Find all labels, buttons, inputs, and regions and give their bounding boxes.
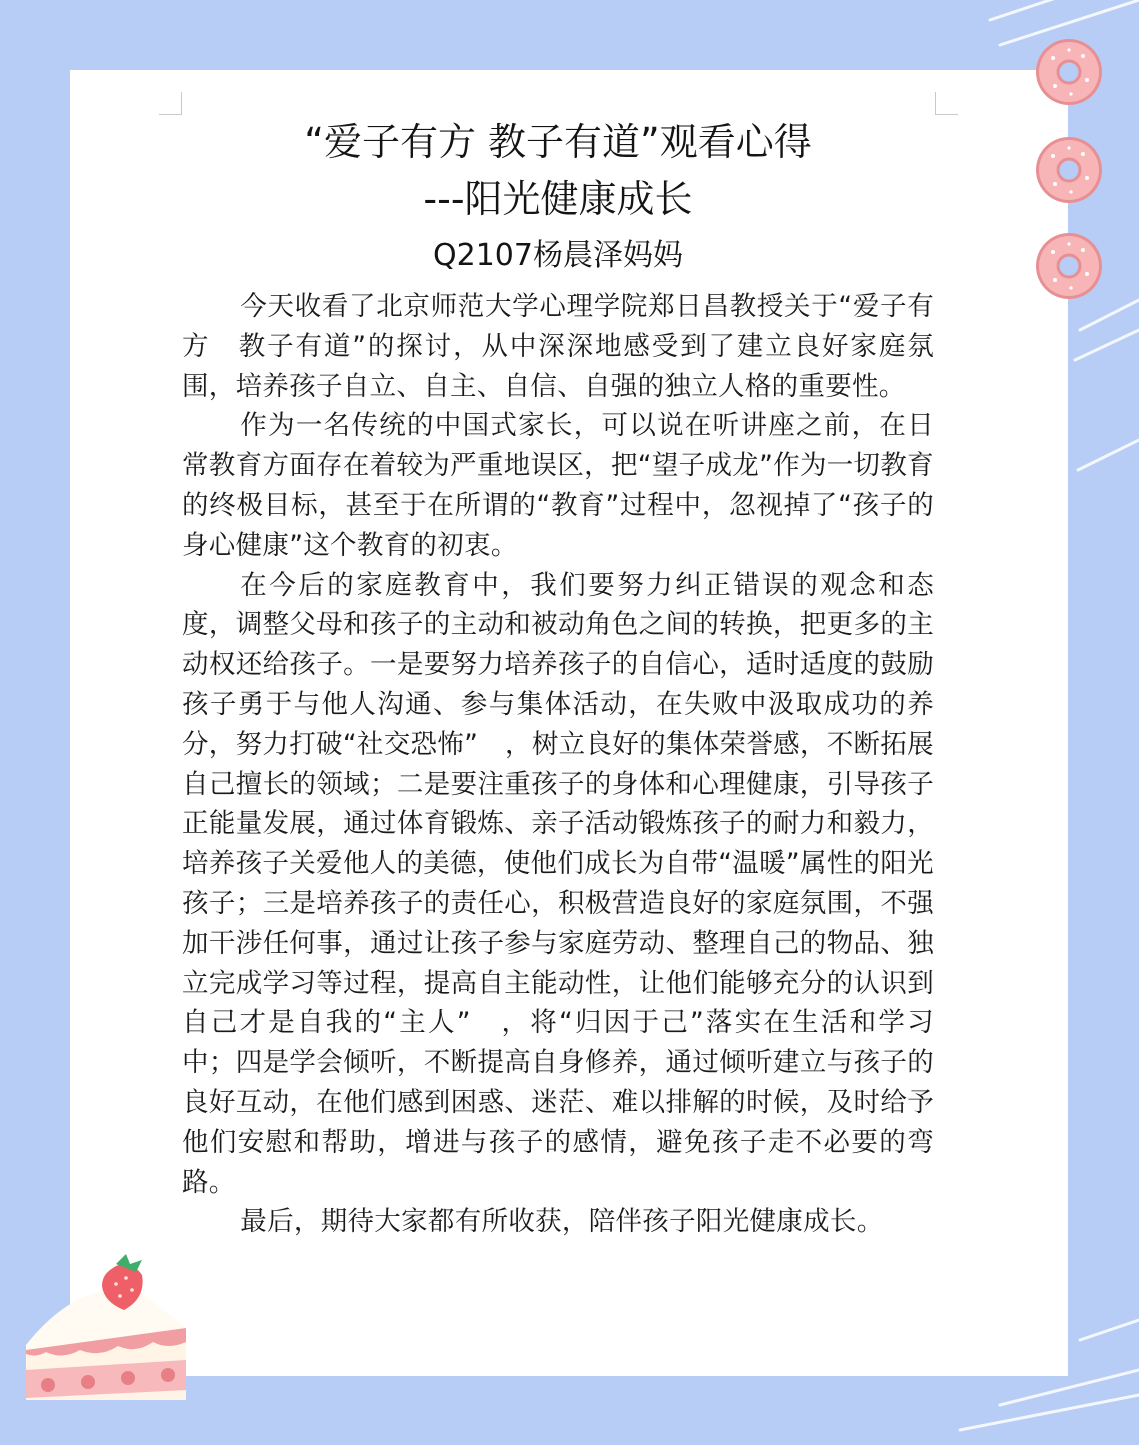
donut-icon <box>1033 230 1105 302</box>
crop-mark-top-left <box>159 92 182 115</box>
document-body <box>182 287 934 1242</box>
paragraph-3: 在今后的家庭教育中，我们要努力纠正错误的观念和态度，调整父母和孩子的主动和被动角色之间的转换，把更多的主动权还给孩子。一是要努力培养孩子的自信心，适时适度的鼓励孩子勇于与他人沟通、参与集体活动，在失败中汲取成功的养分，努力打破“社交恐怖” ，树立良好的集体荣誉感，不断拓展自己擅长的领域；二是要注重孩子的身体和心理健康，引导孩子正能量发展，通过体育锻炼、亲子活动锻炼孩子的耐力和毅力，培养孩子关爱他人的美德，使他们成长为自带“温暖”属性的阳光孩子；三是培养孩子的责任心，积极营造良好的家庭氛围，不强加干涉任何事，通过让孩子参与家庭劳动、整理自己的物品、独立完成学习等过程，提高自主能动性，让他们能够充分的认识到自己才是自我的“主人” ，将“归因于己”落实在生活和学习中；四是学会倾听，不断提高自身修养，通过倾听建立与孩子的良好互动，在他们感到困惑、迷茫、难以排解的时候，及时给予他们安慰和帮助，增进与孩子的感情，避免孩子走不必要的弯路。 <box>182 569 934 1198</box>
donut-icon <box>1033 36 1105 108</box>
donut-icon <box>1033 134 1105 206</box>
document-title: “爱子有方 教子有道”观看心得 <box>304 120 812 164</box>
crop-mark-top-right <box>935 92 958 115</box>
paragraph-1: 今天收看了北京师范大学心理学院郑日昌教授关于“爱子有方 教子有道”的探讨，从中深深地感受到了建立良好家庭氛围，培养孩子自立、自主、自信、自强的独立人格的重要性。 <box>182 291 934 402</box>
paragraph-2: 作为一名传统的中国式家长，可以说在听讲座之前，在日常教育方面存在着较为严重地误区，把“望子成龙”作为一切教育的终极目标，甚至于在所谓的“教育”过程中，忽视掉了“孩子的身心健康”这个教育的初衷。 <box>182 410 934 561</box>
document-subtitle: ---阳光健康成长 <box>423 177 693 221</box>
document-author: Q2107杨晨泽妈妈 <box>433 238 683 273</box>
paragraph-4: 最后，期待大家都有所收获，陪伴孩子阳光健康成长。 <box>240 1206 884 1238</box>
strawberry-cake-icon <box>18 1250 193 1410</box>
